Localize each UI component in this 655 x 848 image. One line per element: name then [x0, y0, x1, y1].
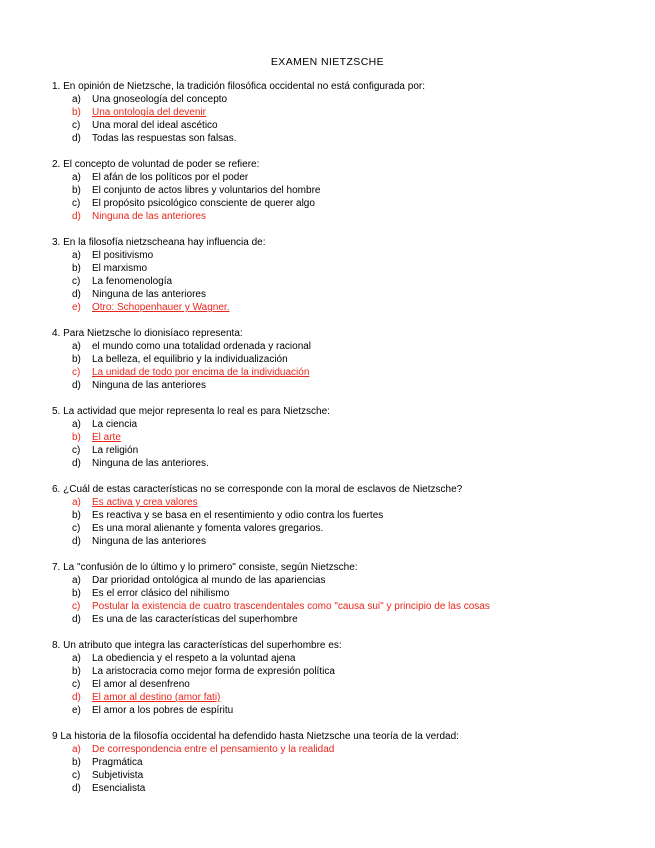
option-letter: d) [72, 692, 81, 703]
option-text: Pragmática [92, 757, 143, 768]
option-letter: c) [72, 198, 81, 209]
option-item-highlighted [52, 210, 612, 223]
question-text: 5. La actividad que mejor representa lo real es para Nietzsche: [52, 406, 330, 417]
option-letter: d) [72, 133, 81, 144]
option-text: El propósito psicológico consciente de querer algo [92, 198, 315, 209]
option-text: Una gnoseología del concepto [92, 94, 228, 105]
option-letter: b) [72, 666, 81, 677]
option-text: El amor a los pobres de espíritu [92, 705, 234, 716]
option-text: La religión [92, 445, 139, 456]
option-text: La ciencia [92, 419, 138, 430]
option-text: El positivismo [92, 250, 154, 261]
option-item-highlighted [52, 431, 612, 444]
option-list [52, 652, 612, 717]
option-text: Ninguna de las anteriores [92, 211, 206, 222]
option-text: La obediencia y el respeto a la voluntad ajena [92, 653, 296, 664]
question-text: 6. ¿Cuál de estas características no se corresponde con la moral de esclavos de Nietzsche? [52, 484, 463, 495]
option-text: Es el error clásico del nihilismo [92, 588, 230, 599]
option-text: La fenomenología [92, 276, 173, 287]
option-text: La unidad de todo por encima de la individuación [92, 367, 310, 378]
option-letter: a) [72, 575, 81, 586]
question-1 [52, 80, 612, 145]
option-letter: a) [72, 250, 81, 261]
option-letter: a) [72, 341, 81, 352]
option-letter: d) [72, 380, 81, 391]
option-text: El arte [92, 432, 121, 443]
option-item [52, 522, 612, 535]
option-letter: b) [72, 757, 81, 768]
option-item [52, 197, 612, 210]
question-text: 9 La historia de la filosofía occidental ha defendido hasta Nietzsche una teoría de la verdad: [52, 731, 459, 742]
option-letter: c) [72, 601, 81, 612]
option-item [52, 379, 612, 392]
option-item [52, 132, 612, 145]
question-text: 2. El concepto de voluntad de poder se refiere: [52, 159, 260, 170]
option-list [52, 496, 612, 548]
question-5 [52, 405, 612, 470]
option-item [52, 353, 612, 366]
option-text: Otro: Schopenhauer y Wagner. [92, 302, 230, 313]
option-text: El afán de los políticos por el poder [92, 172, 249, 183]
option-letter: b) [72, 107, 81, 118]
page-title: EXAMEN NIETZSCHE [270, 56, 385, 68]
option-letter: b) [72, 263, 81, 274]
option-text: Es activa y crea valores [92, 497, 198, 508]
option-letter: c) [72, 120, 81, 131]
option-text: Postular la existencia de cuatro trascendentales como "causa sui" y principio de las cosas [92, 601, 490, 612]
option-letter: a) [72, 744, 81, 755]
option-letter: a) [72, 94, 81, 105]
option-item [52, 756, 612, 769]
option-letter: c) [72, 523, 81, 534]
option-letter: d) [72, 211, 81, 222]
option-text: Dar prioridad ontológica al mundo de las apariencias [92, 575, 326, 586]
option-item-highlighted [52, 691, 612, 704]
option-text: La aristocracia como mejor forma de expresión política [92, 666, 335, 677]
option-letter: d) [72, 536, 81, 547]
option-text: Una moral del ideal ascético [92, 120, 218, 131]
option-text: La belleza, el equilibrio y la individualización [92, 354, 288, 365]
option-item-highlighted [52, 496, 612, 509]
option-text: El conjunto de actos libres y voluntarios del hombre [92, 185, 321, 196]
option-letter: c) [72, 445, 81, 456]
option-list [52, 418, 612, 470]
question-4 [52, 327, 612, 392]
option-text: Todas las respuestas son falsas. [92, 133, 237, 144]
option-item [52, 184, 612, 197]
option-list [52, 743, 612, 795]
option-letter: e) [72, 302, 81, 313]
option-text: El amor al desenfreno [92, 679, 190, 690]
option-item-highlighted [52, 743, 612, 756]
option-item [52, 444, 612, 457]
option-letter: a) [72, 419, 81, 430]
question-text: 3. En la filosofía nietzscheana hay influencia de: [52, 237, 266, 248]
option-item [52, 262, 612, 275]
option-list [52, 93, 612, 145]
option-letter: b) [72, 588, 81, 599]
option-letter: b) [72, 432, 81, 443]
question-7 [52, 561, 612, 626]
option-list [52, 249, 612, 314]
option-item [52, 769, 612, 782]
option-item [52, 587, 612, 600]
option-item [52, 119, 612, 132]
question-text: 7. La "confusión de lo último y lo primero" consiste, según Nietzsche: [52, 562, 358, 573]
option-item [52, 704, 612, 717]
option-letter: c) [72, 770, 81, 781]
option-text: Una ontología del devenir [92, 107, 206, 118]
option-item [52, 457, 612, 470]
option-text: Ninguna de las anteriores [92, 289, 206, 300]
option-letter: c) [72, 276, 81, 287]
question-text: 8. Un atributo que integra las características del superhombre es: [52, 640, 342, 651]
option-letter: d) [72, 458, 81, 469]
option-text: el mundo como una totalidad ordenada y racional [92, 341, 312, 352]
option-item [52, 613, 612, 626]
option-letter: c) [72, 367, 81, 378]
option-letter: d) [72, 289, 81, 300]
option-letter: a) [72, 497, 81, 508]
option-text: Esencialista [92, 783, 146, 794]
option-item [52, 665, 612, 678]
option-text: De correspondencia entre el pensamiento y la realidad [92, 744, 335, 755]
question-text: 4. Para Nietzsche lo dionisíaco representa: [52, 328, 243, 339]
option-letter: d) [72, 783, 81, 794]
option-list [52, 340, 612, 392]
option-item [52, 678, 612, 691]
option-item [52, 249, 612, 262]
option-item [52, 535, 612, 548]
option-item [52, 171, 612, 184]
option-letter: e) [72, 705, 81, 716]
option-text: El amor al destino (amor fati) [92, 692, 221, 703]
option-item [52, 782, 612, 795]
option-letter: a) [72, 172, 81, 183]
question-text: 1. En opinión de Nietzsche, la tradición filosófica occidental no está configurada por: [52, 81, 426, 92]
option-item-highlighted [52, 106, 612, 119]
question-3 [52, 236, 612, 314]
option-item [52, 418, 612, 431]
option-letter: b) [72, 354, 81, 365]
option-letter: d) [72, 614, 81, 625]
option-letter: c) [72, 679, 81, 690]
option-text: Ninguna de las anteriores [92, 536, 206, 547]
option-text: Subjetivista [92, 770, 144, 781]
option-text: Es una moral alienante y fomenta valores gregarios. [92, 523, 324, 534]
option-item [52, 652, 612, 665]
option-text: Ninguna de las anteriores. [92, 458, 209, 469]
option-item [52, 93, 612, 106]
option-item-highlighted [52, 366, 612, 379]
question-8 [52, 639, 612, 717]
question-2 [52, 158, 612, 223]
question-6 [52, 483, 612, 548]
option-item-highlighted [52, 600, 612, 613]
option-item [52, 288, 612, 301]
option-letter: b) [72, 510, 81, 521]
option-item [52, 574, 612, 587]
option-item [52, 509, 612, 522]
question-9 [52, 730, 612, 795]
option-item [52, 340, 612, 353]
option-text: Ninguna de las anteriores [92, 380, 206, 391]
option-item [52, 275, 612, 288]
option-list [52, 574, 612, 626]
question-list [52, 80, 612, 808]
option-text: Es una de las características del superhombre [92, 614, 298, 625]
option-letter: b) [72, 185, 81, 196]
option-item-highlighted [52, 301, 612, 314]
option-letter: a) [72, 653, 81, 664]
option-list [52, 171, 612, 223]
option-text: El marxismo [92, 263, 148, 274]
option-text: Es reactiva y se basa en el resentimiento y odio contra los fuertes [92, 510, 384, 521]
